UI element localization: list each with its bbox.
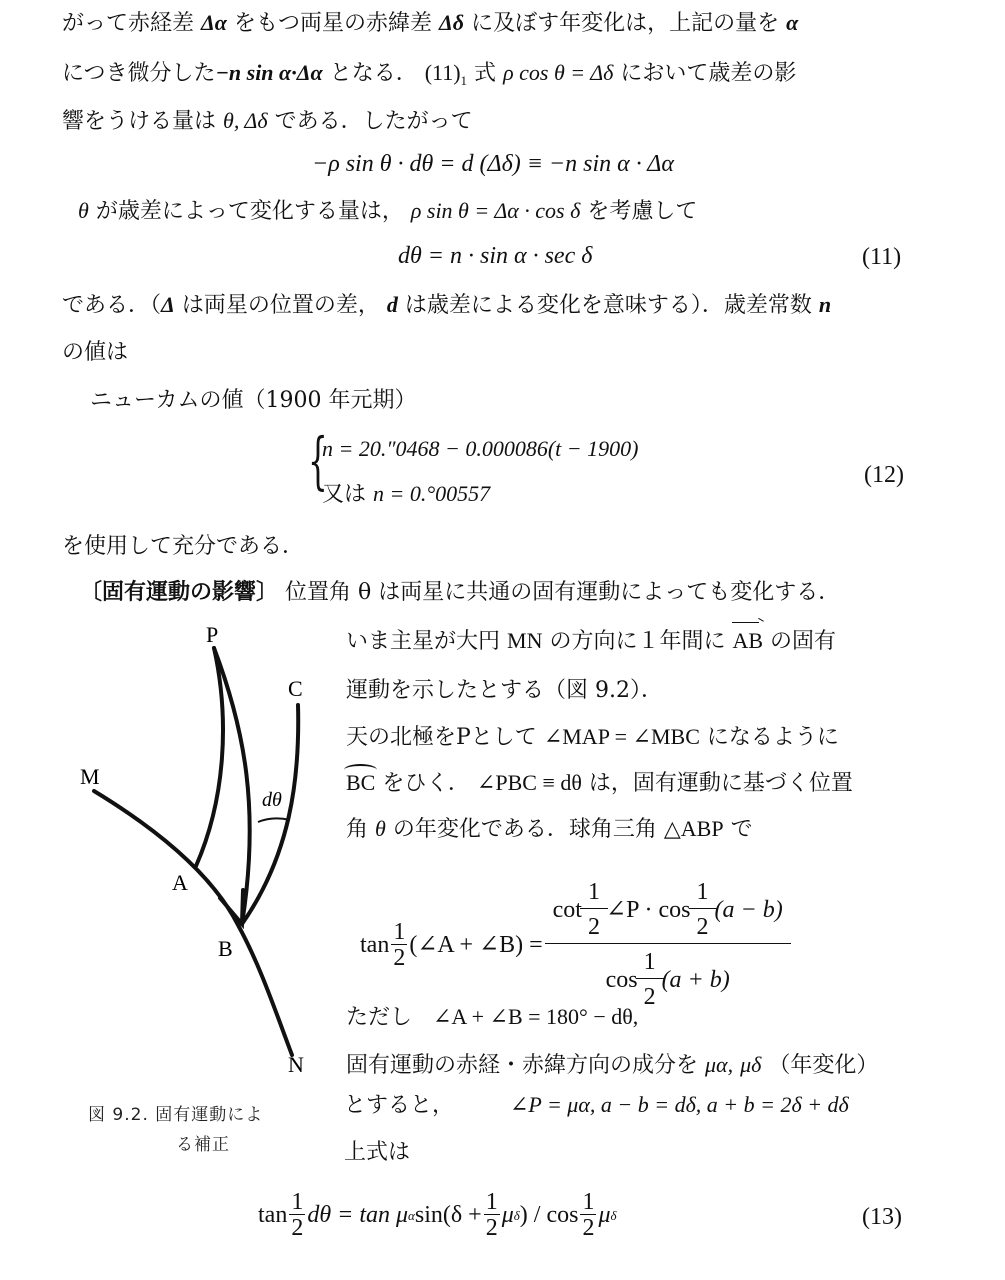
text-line: を使用して充分である． — [62, 534, 305, 559]
math: Δα — [201, 10, 227, 35]
frac-den: 2 — [689, 908, 717, 939]
math: (∠A + ∠B) = — [409, 931, 543, 958]
text: で — [730, 817, 753, 842]
frac-num: 1 — [485, 1189, 498, 1215]
text-line: 運動を示したとする（図 9.2）． — [346, 678, 663, 703]
math: dθ = tan μ — [307, 1202, 409, 1228]
text-line — [346, 1006, 638, 1029]
label-c: C — [288, 676, 303, 701]
text: が歳差によって変化する量は， — [95, 199, 404, 224]
text: とすると， — [344, 1093, 455, 1118]
text-line: の値は — [62, 340, 129, 365]
math: ∠P = μα, a − b = dδ, a + b = 2δ + dδ — [509, 1092, 849, 1117]
text-line — [62, 62, 796, 87]
math: ρ sin θ = Δα · cos δ — [410, 198, 581, 223]
math: θ, Δδ — [223, 108, 268, 133]
text-line — [346, 1054, 878, 1077]
frac-den: 2 — [393, 944, 406, 971]
math: μα, — [705, 1052, 734, 1077]
math: μ — [501, 1202, 514, 1228]
label-a: A — [172, 870, 188, 895]
frac-den: 2 — [485, 1215, 498, 1241]
math: α — [786, 10, 799, 35]
math: θ — [375, 816, 386, 841]
text-line — [346, 630, 836, 653]
math: ) / cos — [519, 1202, 579, 1228]
math: n = 0.°00557 — [373, 481, 491, 506]
frac-den: 2 — [582, 1215, 595, 1241]
text: （年変化） — [768, 1053, 879, 1078]
equation-ref-sub: 1 — [460, 73, 468, 88]
math: sin(δ + — [414, 1202, 482, 1228]
text: の方向に１年間に — [549, 629, 726, 654]
brace: { — [308, 424, 328, 497]
text-line — [344, 1094, 849, 1117]
text-line — [62, 294, 831, 317]
figure-9-2 — [60, 610, 330, 1080]
equation-number-12: (12) — [864, 462, 904, 488]
text: 又は — [322, 482, 367, 507]
arc-mn — [94, 791, 292, 1055]
label-m: M — [80, 764, 100, 789]
frac-num: 1 — [393, 918, 406, 945]
angle-arc — [258, 818, 290, 822]
text-line — [62, 110, 473, 133]
math: ∠PBC ≡ dθ — [476, 770, 582, 795]
frac-den: 2 — [291, 1215, 304, 1241]
equation-number-13: (13) — [862, 1204, 902, 1230]
text: をもつ両星の赤緯差 — [233, 11, 432, 36]
text: 響をうける量は — [62, 109, 217, 134]
equation-a: −ρ sin θ · dθ = d (Δδ) ≡ −n sin α · Δα — [312, 151, 674, 177]
math: n — [818, 292, 832, 317]
arrow-head — [220, 890, 243, 924]
math: cot — [552, 896, 582, 923]
math: (a + b) — [661, 966, 730, 993]
text: の固有 — [770, 629, 837, 654]
frac-num: 1 — [587, 879, 600, 905]
math: ρ cos θ = Δδ — [503, 60, 614, 85]
math: d — [386, 292, 398, 317]
equation-number-11: (11) — [862, 244, 902, 270]
text: において歳差の影 — [620, 61, 797, 86]
text-line: 上式は — [344, 1140, 411, 1165]
math: Δδ — [439, 10, 465, 35]
text: 角 — [346, 817, 369, 842]
text: は，固有運動に基づく位置 — [588, 771, 853, 796]
figure-caption-line2: る補正 — [176, 1135, 230, 1155]
label-n: N — [288, 1052, 304, 1077]
text-line — [346, 818, 753, 841]
equation-13 — [258, 1190, 617, 1240]
frac-num: 1 — [643, 949, 656, 975]
math-sub: δ — [610, 1207, 617, 1223]
math-sub: δ — [513, 1207, 520, 1223]
frac-num: 1 — [696, 879, 709, 905]
text: 固有運動の赤経・赤緯方向の成分を — [346, 1053, 699, 1078]
text: である．（ — [62, 293, 162, 318]
label-p: P — [206, 622, 219, 647]
math: ∠A + ∠B = 180° − dθ, — [433, 1004, 639, 1029]
text-line — [346, 726, 839, 749]
text: 位置角 θ は両星に共通の固有運動によっても変化する． — [285, 580, 841, 605]
math: (a − b) — [714, 896, 783, 923]
equation-12-line2 — [322, 483, 490, 506]
equation-11: dθ = n · sin α · sec δ — [398, 243, 593, 269]
frac-den: 2 — [636, 978, 664, 1009]
text: 式 — [474, 61, 497, 86]
math-sub: α — [408, 1207, 415, 1223]
section-line — [80, 582, 840, 604]
text: を考慮して — [587, 199, 698, 224]
math: ∠P · cos — [605, 896, 691, 923]
math: MN — [507, 628, 543, 653]
frac-num: 1 — [291, 1189, 304, 1215]
math-arc-ab: AB — [732, 628, 764, 653]
text-line: ニューカムの値（1900 年元期） — [90, 388, 417, 413]
text: の年変化である．球角三角 — [392, 817, 657, 842]
text: がって赤経差 — [62, 11, 195, 36]
text-line — [78, 200, 697, 223]
section-heading: 〔固有運動の影響〕 — [80, 580, 279, 605]
text: に及ぼす年変化は，上記の量を — [471, 11, 780, 36]
math: tan — [360, 931, 390, 958]
frac-num: 1 — [582, 1189, 595, 1215]
math-arc-bc: BC — [346, 770, 376, 795]
text: になるように — [706, 725, 839, 750]
text: 天の北極をPとして — [346, 725, 537, 750]
text: となる． — [329, 61, 418, 86]
math: μ — [598, 1202, 611, 1228]
math: ∠MAP = ∠MBC — [543, 724, 700, 749]
math: △ABP — [663, 816, 724, 841]
label-b: B — [218, 936, 233, 961]
frac-den: 2 — [580, 908, 608, 939]
equation-tan — [360, 880, 787, 1009]
text: である．したがって — [274, 109, 473, 134]
math: θ — [78, 198, 89, 223]
figure-caption-line1: 図 9.2. 固有運動によ — [88, 1105, 264, 1125]
text: ただし — [346, 1005, 413, 1030]
text: をひく． — [382, 771, 470, 796]
text: につき微分した — [62, 61, 216, 86]
equation-12-line1: n = 20.″0468 − 0.000086(t − 1900) — [322, 436, 639, 461]
arc-pa — [196, 648, 223, 866]
math: μδ — [740, 1052, 762, 1077]
text-line — [346, 772, 853, 795]
math: −n sin α·Δα — [215, 60, 323, 85]
math: tan — [258, 1202, 288, 1228]
text-line — [62, 12, 798, 35]
label-dtheta: dθ — [262, 789, 282, 811]
equation-ref: (11) — [424, 60, 461, 85]
text: いま主星が大円 — [346, 629, 501, 654]
math: Δ — [161, 292, 175, 317]
math: cos — [605, 966, 638, 993]
text: は歳差による変化を意味する）．歳差常数 — [404, 293, 812, 318]
text: は両星の位置の差， — [181, 293, 380, 318]
